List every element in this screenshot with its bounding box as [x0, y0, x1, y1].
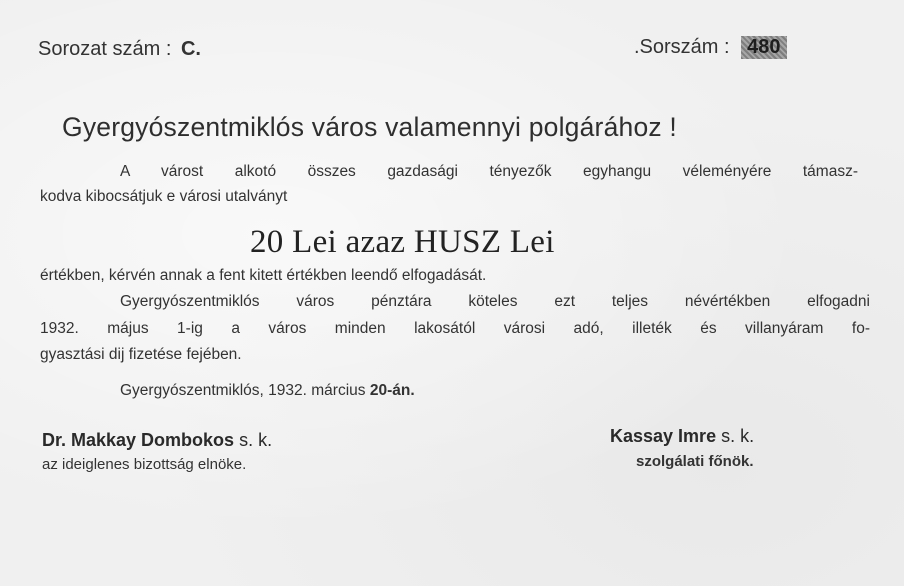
document-heading: Gyergyószentmiklós város valamennyi polgárához ! [62, 112, 677, 142]
signature-right-name [610, 426, 754, 447]
issue-date [120, 380, 415, 402]
signer-left-suffix: s. k. [239, 430, 273, 450]
signer-left-name: Dr. Makkay Dombokos [42, 430, 235, 450]
signer-right-title: szolgálati főnök. [636, 453, 754, 470]
paragraph3-line1: Gyergyószentmiklós város pénztára köteles ezt teljes névértékben elfogadni [120, 293, 870, 310]
signer-right-name: Kassay Imre [610, 426, 717, 446]
series-label: Sorozat szám : [38, 38, 172, 60]
paragraph1-line2: kodva kibocsátjuk e városi utalványt [40, 188, 288, 205]
paragraph3-line2: 1932. május 1-ig a város minden lakosától városi adó, illeték és villanyáram fo- [40, 320, 870, 337]
signature-left-title: az ideiglenes bizottság elnöke. [42, 456, 247, 473]
serial-stamp: 480 [741, 36, 786, 59]
signature-left-name [42, 430, 272, 451]
paragraph1-line1: A várost alkotó összes gazdasági tényezők egyhangu véleményére támasz- [120, 163, 858, 180]
signer-right-suffix: s. k. [721, 426, 755, 446]
date-day: 20-án. [369, 382, 415, 399]
series-number [38, 38, 201, 61]
serial-label: .Sorszám : [634, 36, 730, 58]
date-prefix: Gyergyószentmiklós, 1932. március [120, 382, 366, 399]
series-value: C. [180, 38, 201, 60]
paragraph3-line3: gyasztási dij fizetése fejében. [40, 346, 242, 363]
serial-number [634, 36, 787, 59]
signature-right-title [636, 453, 754, 470]
paragraph2: értékben, kérvén annak a fent kitett értékben leendő elfogadását. [40, 267, 487, 284]
voucher-amount: 20 Lei azaz HUSZ Lei [250, 224, 555, 260]
